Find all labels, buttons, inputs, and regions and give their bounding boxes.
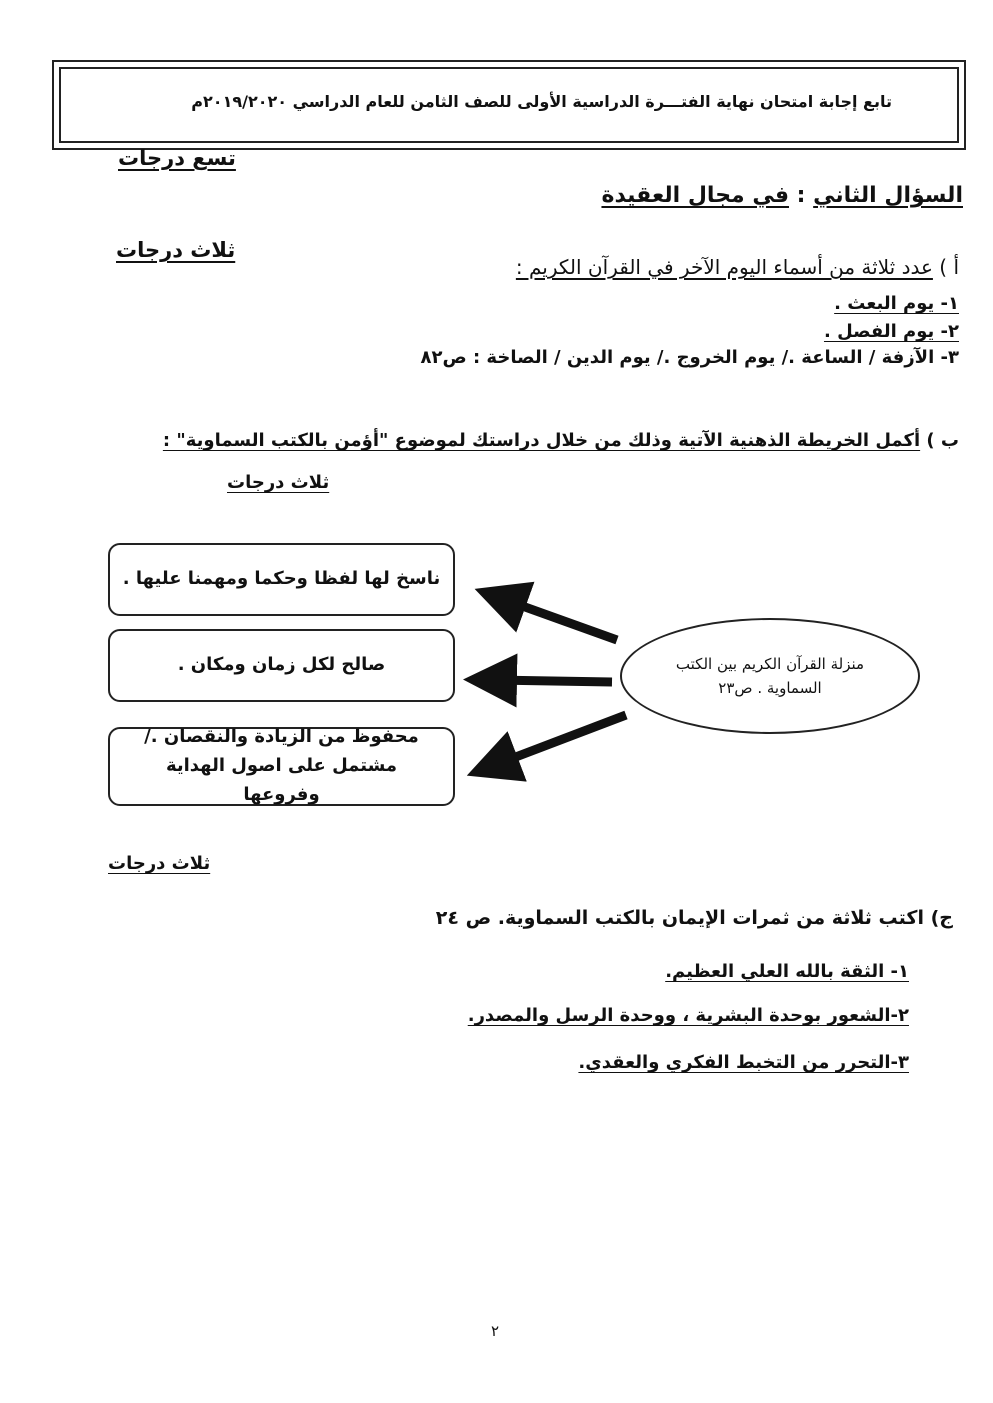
part-a-grade: ثلاث درجات [116, 238, 236, 262]
part-a-prompt: عدد ثلاثة من أسماء اليوم الآخر في القرآن الكريم : [515, 255, 933, 279]
total-grade: تسع درجات [118, 146, 236, 170]
mindmap-box-3-text: محفوظ من الزيادة والنقصان ./ مشتمل على اصول الهداية وفروعها [144, 726, 419, 805]
question-field: في مجال العقيدة [601, 183, 789, 208]
part-a-answer-2: ٢- يوم الفصل . [823, 321, 959, 342]
part-b-label: ب ) [926, 430, 959, 451]
part-c-question [436, 907, 953, 929]
part-c-answer-1: ١- الثقة بالله العلي العظيم. [665, 961, 909, 982]
part-c-answer-2: ٢-الشعور بوحدة البشرية ، ووحدة الرسل والمصدر. [467, 1005, 909, 1026]
part-b-grade: ثلاث درجات [227, 472, 330, 493]
mindmap-arrow-2 [490, 680, 612, 682]
part-c-grade: ثلاث درجات [108, 853, 211, 874]
part-b-prompt: أكمل الخريطة الذهنية الآتية وذلك من خلال دراستك لموضوع "أؤمن بالكتب السماوية" : [162, 430, 921, 451]
mindmap-arrow-1 [500, 598, 617, 640]
part-c-answer-3: ٣-التحرر من التخبط الفكري والعقدي. [578, 1052, 909, 1073]
part-a-answer-1: ١- يوم البعث . [834, 293, 959, 314]
mindmap-box-2-text: صالح لكل زمان ومكان . [177, 654, 386, 676]
part-a-label: أ ) [939, 255, 959, 279]
mindmap-arrow-3 [492, 715, 626, 766]
question-title-label: السؤال الثاني [813, 183, 963, 208]
part-c-label: ج) [930, 907, 953, 929]
part-c-prompt: اكتب ثلاثة من ثمرات الإيمان بالكتب السماوية. ص ٢٤ [435, 907, 924, 929]
question-title-separator: : [796, 183, 806, 208]
header-title: تابع إجابة امتحان نهاية الفتـــرة الدراسية الأولى للصف الثامن للعام الدراسي ٢٠١٩/٢٠٢٠م [191, 92, 892, 111]
mindmap-center-text: منزلة القرآن الكريم بين الكتب السماوية . ص٢٣ [675, 655, 865, 697]
mindmap-box-1-text: ناسخ لها لفظا وحكما ومهمنا عليها . [122, 568, 441, 590]
page-number: ٢ [490, 1322, 500, 1340]
part-a-answer-3: ٣- الآزفة / الساعة ./ يوم الخروج ./ يوم الدين / الصاخة : ص٨٢ [420, 347, 959, 368]
